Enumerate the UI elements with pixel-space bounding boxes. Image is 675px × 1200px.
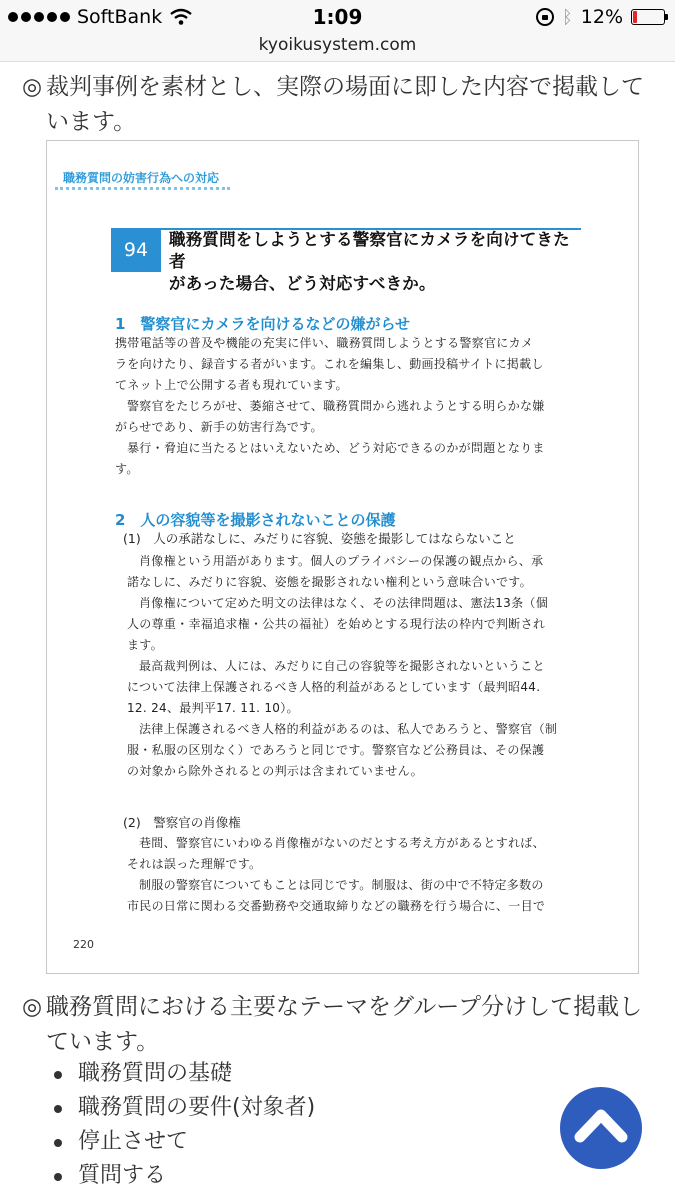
status-right bbox=[536, 6, 665, 28]
body-line: 12. 24、最判平17. 11. 10）。 bbox=[127, 701, 299, 715]
body-line: 巷間、警察官にいわゆる肖像権がないのだとする考え方があるとすれば、 bbox=[139, 836, 545, 850]
list-item: 停止させて bbox=[52, 1125, 315, 1159]
url-domain: kyoikusystem.com bbox=[258, 35, 417, 55]
battery-level-fill bbox=[633, 11, 637, 23]
body-line: 携帯電話等の普及や機能の充実に伴い、職務質問しようとする警察官にカメ bbox=[115, 336, 534, 350]
list-item: 職務質問の基礎 bbox=[52, 1057, 315, 1091]
question-title-line-2: があった場合、どう対応すべきか。 bbox=[169, 274, 436, 293]
body-line: 法律上保護されるべき人格的利益があるのは、私人であろうと、警察官（制 bbox=[139, 722, 558, 736]
body-line: 肖像権について定めた明文の法律はなく、その法律問題は、憲法13条（個 bbox=[139, 596, 548, 610]
groups-paragraph bbox=[22, 990, 652, 1060]
chevron-up-icon bbox=[560, 1087, 642, 1169]
body-line: ます。 bbox=[127, 638, 163, 652]
page-header: 職務質問の妨害行為への対応 bbox=[63, 171, 220, 185]
subsection-2-body bbox=[127, 833, 579, 917]
battery-percent: 12% bbox=[580, 6, 623, 28]
body-line: それは誤った理解です。 bbox=[127, 857, 262, 871]
body-line: 制服の警察官についてもことは同じです。制服は、街の中で不特定多数の bbox=[139, 878, 544, 892]
body-line: 諾なしに、みだりに容貌、姿態を撮影されない権利という意味合いです。 bbox=[127, 575, 532, 589]
body-line: てネット上で公開する者も現れています。 bbox=[115, 378, 348, 392]
subsection-1-heading: (1) 人の承諾なしに、みだりに容貌、姿態を撮影してはならないこと bbox=[123, 531, 516, 546]
list-item: 質問する bbox=[52, 1159, 315, 1193]
body-line: す。 bbox=[115, 462, 139, 476]
body-line: 市民の日常に関わる交番勤務や交通取締りなどの職務を行う場合に、一目で bbox=[127, 899, 546, 913]
battery-icon bbox=[631, 9, 665, 25]
double-circle-mark: ◎ bbox=[22, 994, 43, 1020]
body-line: 最高裁判例は、人には、みだりに自己の容貌等を撮影されないということ bbox=[139, 659, 545, 673]
carrier-name: SoftBank bbox=[77, 6, 163, 28]
subsection-1-body bbox=[127, 551, 579, 782]
body-line: について法律上保護されるべき人格的利益があるとしています（最判昭44. bbox=[127, 680, 541, 694]
rotation-lock-icon bbox=[536, 8, 554, 26]
section-1-heading: 1 警察官にカメラを向けるなどの嫌がらせ bbox=[115, 315, 410, 333]
intro-line-2: います。 bbox=[46, 109, 137, 135]
status-bar bbox=[0, 0, 675, 34]
double-circle-mark: ◎ bbox=[22, 74, 43, 100]
question-number: 94 bbox=[111, 228, 161, 272]
page-number: 220 bbox=[73, 938, 94, 951]
question-title bbox=[169, 229, 586, 295]
groups-line-2: ています。 bbox=[46, 1029, 160, 1055]
topic-list bbox=[52, 1057, 315, 1193]
body-line: 人の尊重・幸福追求権・公共の福祉）を始めとする現行法の枠内で判断され bbox=[127, 617, 546, 631]
body-line: 警察官をたじろがせ、萎縮させて、職務質問から逃れようとする明らかな嫌 bbox=[127, 399, 545, 413]
body-line: ラを向けたり、録音する者がいます。これを編集し、動画投稿サイトに掲載し bbox=[115, 357, 544, 371]
body-line: 暴行・脅迫に当たるとはいえないため、どう対応できるのかが問題となりま bbox=[127, 441, 545, 455]
body-line: がらせであり、新手の妨害行為です。 bbox=[115, 420, 323, 434]
body-line: 肖像権という用語があります。個人のプライバシーの保護の観点から、承 bbox=[139, 554, 544, 568]
body-line: 服・私服の区別なく）であろうと同じです。警察官など公務員は、その保護 bbox=[127, 743, 545, 757]
section-1-body bbox=[115, 333, 579, 480]
intro-paragraph bbox=[22, 70, 652, 140]
question-box bbox=[111, 228, 586, 293]
bluetooth-icon: ᛒ bbox=[561, 6, 573, 28]
header-dotted-line bbox=[55, 187, 230, 190]
scroll-to-top-button[interactable] bbox=[560, 1087, 642, 1169]
url-bar[interactable] bbox=[0, 34, 675, 62]
clock: 1:09 bbox=[312, 5, 363, 29]
question-title-line-1: 職務質問をしようとする警察官にカメラを向けてきた者 bbox=[169, 230, 570, 271]
groups-line-1: 職務質問における主要なテーマをグループ分けして掲載し bbox=[46, 994, 643, 1020]
subsection-2-heading: (2) 警察官の肖像権 bbox=[123, 815, 241, 830]
intro-line-1: 裁判事例を素材とし、実際の場面に即した内容で掲載して bbox=[46, 74, 644, 100]
book-page-image bbox=[46, 140, 639, 974]
body-line: の対象から除外されるとの判示は含まれていません。 bbox=[127, 764, 423, 778]
list-item: 職務質問の要件(対象者) bbox=[52, 1091, 315, 1125]
section-2-heading: 2 人の容貌等を撮影されないことの保護 bbox=[115, 511, 396, 529]
